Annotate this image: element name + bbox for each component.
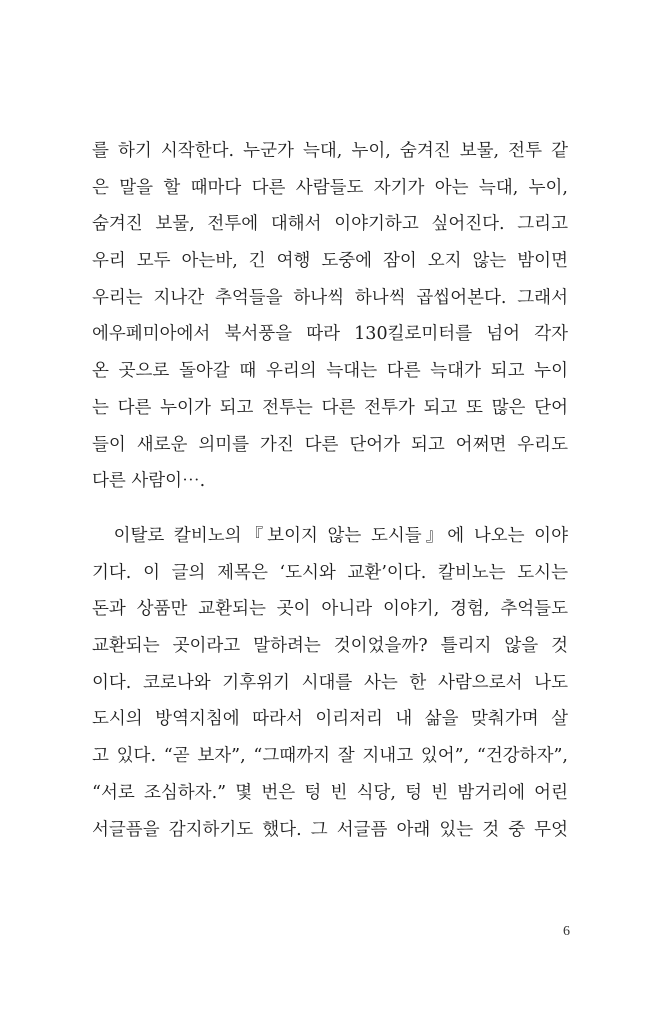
text-line: 를 하기 시작한다. 누군가 늑대, 누이, 숨겨진 보물, 전투 같 bbox=[92, 141, 568, 161]
text-line: 도시의 방역지침에 따라서 이리저리 내 삶을 맞춰가며 살 bbox=[92, 709, 568, 730]
text-line: 우리는 지나간 추억들을 하나씩 하나씩 곱씹어본다. 그래서 bbox=[92, 287, 568, 308]
text-line: 서글픔을 감지하기도 했다. 그 서글픔 아래 있는 것 중 무엇 bbox=[92, 819, 568, 840]
text-line: 온 곳으로 돌아갈 때 우리의 늑대는 다른 늑대가 되고 누이 bbox=[92, 361, 568, 382]
text-line: 는 다른 누이가 되고 전투는 다른 전투가 되고 또 많은 단어 bbox=[92, 397, 568, 418]
text-line: 이탈로 칼비노의『보이지 않는 도시들』에 나오는 이야 bbox=[92, 526, 568, 546]
text-line: “서로 조심하자.” 몇 번은 텅 빈 식당, 텅 빈 밤거리에 어린 bbox=[92, 782, 568, 803]
text-line: 다른 사람이⋯. bbox=[92, 471, 206, 492]
text-line: 이다. 코로나와 기후위기 시대를 사는 한 사람으로서 나도 bbox=[92, 672, 568, 693]
text-line: 에우페미아에서 북서풍을 따라 130킬로미터를 넘어 각자 bbox=[92, 324, 568, 345]
paragraph-2 bbox=[92, 518, 568, 848]
text-line: 숨겨진 보물, 전투에 대해서 이야기하고 싶어진다. 그리고 bbox=[92, 214, 568, 235]
text-line: 고 있다. “곧 보자”, “그때까지 잘 지내고 있어”, “건강하자”, bbox=[92, 746, 568, 767]
text-line: 들이 새로운 의미를 가진 다른 단어가 되고 어쩌면 우리도 bbox=[92, 434, 568, 455]
text-line: 기다. 이 글의 제목은 ‘도시와 교환’이다. 칼비노는 도시는 bbox=[92, 562, 568, 583]
text-line: 교환되는 곳이라고 말하려는 것이었을까? 틀리지 않을 것 bbox=[92, 636, 568, 657]
text-line: 우리 모두 아는바, 긴 여행 도중에 잠이 오지 않는 밤이면 bbox=[92, 251, 568, 272]
page-number: 6 bbox=[563, 924, 570, 939]
text-line: 은 말을 할 때마다 다른 사람들도 자기가 아는 늑대, 누이, bbox=[92, 177, 568, 198]
paragraph-1 bbox=[92, 133, 568, 500]
text-line: 돈과 상품만 교환되는 곳이 아니라 이야기, 경험, 추억들도 bbox=[92, 599, 568, 620]
